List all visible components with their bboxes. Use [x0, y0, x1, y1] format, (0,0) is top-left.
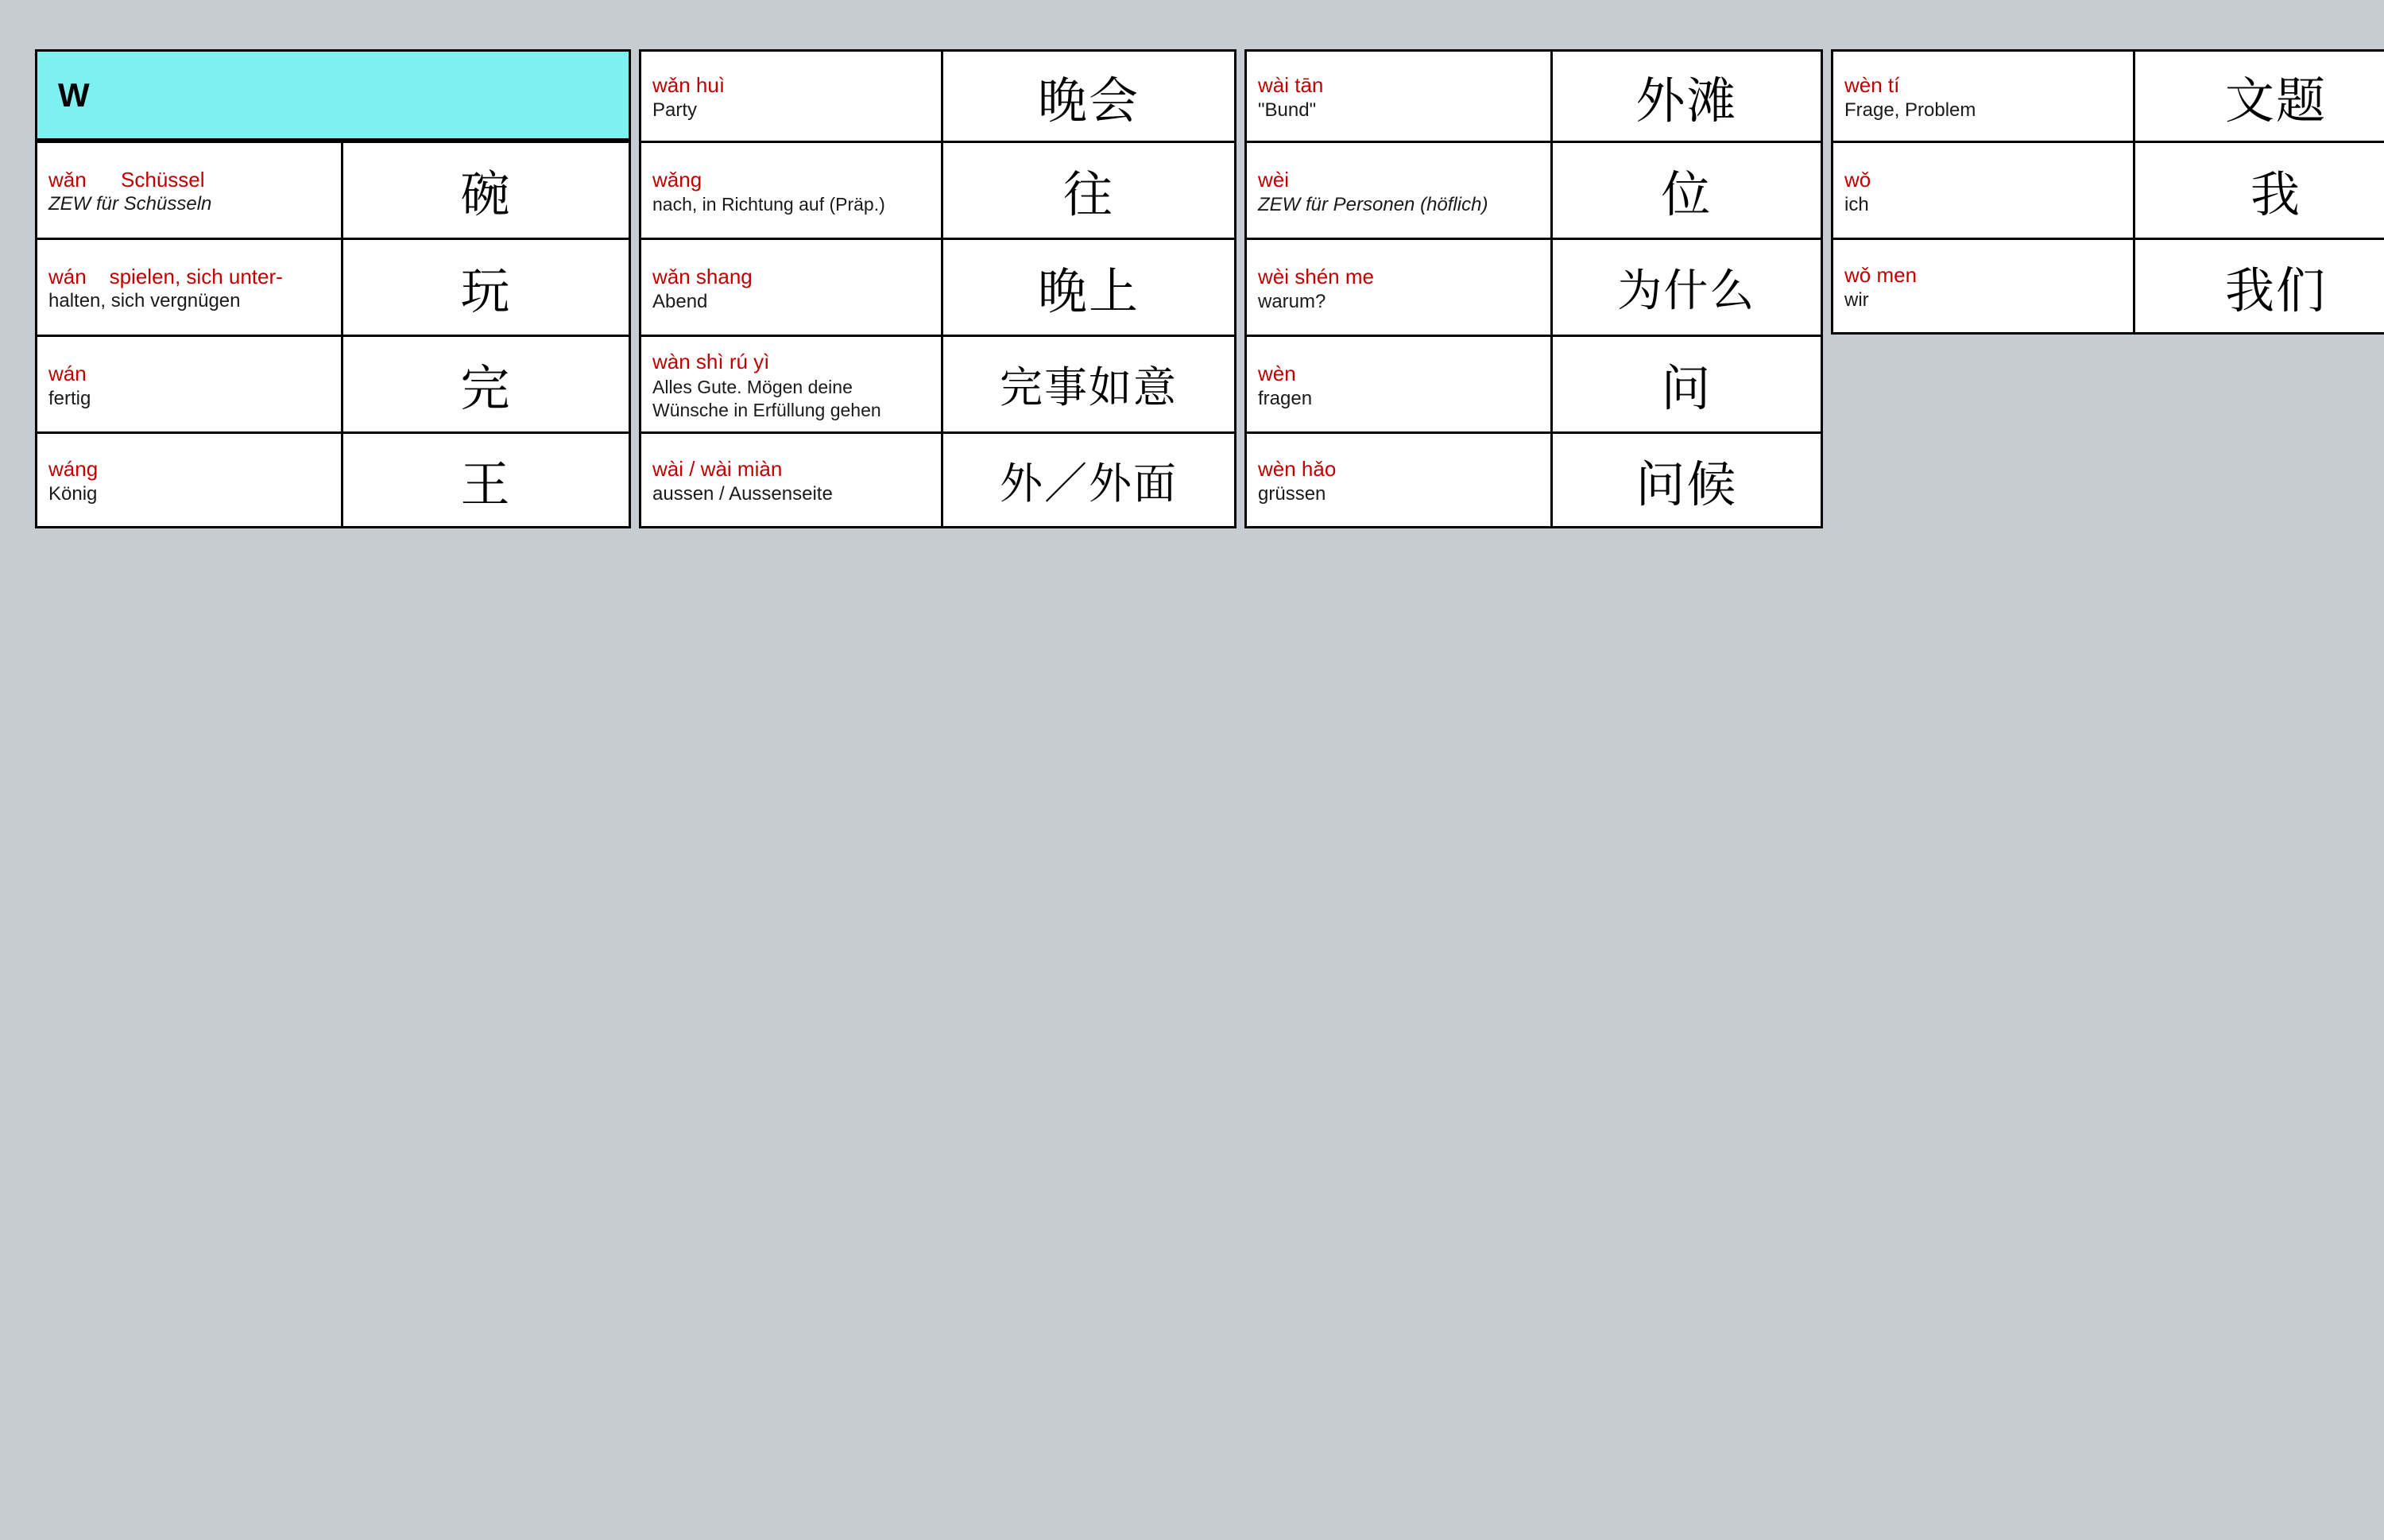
- meaning-text: aussen / Aussenseite: [652, 483, 833, 505]
- meaning-text: Frage, Problem: [1844, 99, 1976, 122]
- hanzi-cell: 为什么: [1550, 240, 1821, 335]
- vocab-text-cell: [641, 434, 941, 526]
- vocab-row: [639, 49, 1237, 141]
- vocabulary-column-1: [35, 49, 631, 528]
- vocab-row: [639, 335, 1237, 431]
- vocab-text-cell: [37, 337, 341, 431]
- vocab-text-cell: [1247, 337, 1550, 431]
- hanzi-cell: 问: [1550, 337, 1821, 431]
- pinyin-text: wài / wài miàn: [652, 457, 783, 481]
- hanzi-cell: 往: [941, 143, 1234, 238]
- meaning-text: Abend: [652, 290, 708, 312]
- vocab-text-cell: [641, 240, 941, 335]
- hanzi-cell: 晚上: [941, 240, 1234, 335]
- pinyin-text: wèi shén me: [1258, 264, 1374, 288]
- section-header-w: [35, 49, 631, 141]
- meaning-text: ZEW für Personen (höflich): [1258, 193, 1488, 215]
- hanzi-cell: 碗: [341, 143, 629, 238]
- hanzi-cell: 问候: [1550, 434, 1821, 526]
- pinyin-text: wàn shì rú yì: [652, 350, 770, 374]
- meaning-text: König: [48, 483, 98, 505]
- meaning-text: "Bund": [1258, 99, 1317, 122]
- hanzi-cell: 我: [2133, 143, 2384, 238]
- meaning-text: halten, sich vergnügen: [48, 289, 241, 311]
- vocabulary-sheet: [0, 0, 2384, 528]
- pinyin-text: wǒ: [1844, 167, 1871, 192]
- meaning-text: Party: [652, 99, 698, 122]
- vocab-text-cell: [1833, 52, 2133, 141]
- vocab-row: [639, 238, 1237, 335]
- vocabulary-columns: [35, 49, 2384, 528]
- section-header-letter: W: [58, 75, 90, 114]
- meaning-text: Alles Gute. Mögen deine Wünsche in Erfüllung gehen: [652, 376, 881, 421]
- vocab-text-cell: [37, 143, 341, 238]
- vocab-text-cell: [1833, 143, 2133, 238]
- pinyin-text: wǎn Schüssel: [48, 167, 205, 192]
- vocab-text-cell: [1247, 143, 1550, 238]
- pinyin-text: wèn hǎo: [1258, 457, 1337, 481]
- pinyin-text: wáng: [48, 457, 99, 481]
- pinyin-text: wèi: [1258, 167, 1290, 192]
- meaning-text: fragen: [1258, 387, 1313, 409]
- hanzi-cell: 王: [341, 434, 629, 526]
- meaning-text: ich: [1844, 193, 1869, 215]
- vocab-text-cell: [641, 52, 941, 141]
- hanzi-cell: 位: [1550, 143, 1821, 238]
- vocab-row: [1244, 141, 1823, 238]
- hanzi-cell: 文题: [2133, 52, 2384, 141]
- hanzi-cell: 完事如意: [941, 337, 1234, 431]
- vocab-text-cell: [641, 337, 941, 431]
- pinyin-text: wán spielen, sich unter-: [48, 264, 283, 288]
- vocab-text-cell: [1247, 240, 1550, 335]
- vocab-row: [639, 431, 1237, 528]
- pinyin-text: wǎn shang: [652, 264, 753, 288]
- vocabulary-column-4: [1831, 49, 2384, 335]
- vocab-row: [1831, 49, 2384, 141]
- meaning-text: warum?: [1258, 290, 1326, 312]
- meaning-text: nach, in Richtung auf (Präp.): [652, 194, 885, 215]
- hanzi-cell: 我们: [2133, 240, 2384, 332]
- vocab-text-cell: [1247, 52, 1550, 141]
- pinyin-text: wǒ men: [1844, 263, 1918, 287]
- meaning-text: fertig: [48, 387, 91, 409]
- pinyin-text: wèn tí: [1844, 73, 1900, 97]
- pinyin-text: wán: [48, 361, 87, 385]
- hanzi-cell: 玩: [341, 240, 629, 335]
- vocabulary-column-3: [1244, 49, 1823, 528]
- vocab-row: [639, 141, 1237, 238]
- hanzi-cell: 晚会: [941, 52, 1234, 141]
- hanzi-cell: 外／外面: [941, 434, 1234, 526]
- vocab-row: [1831, 238, 2384, 335]
- vocab-row: [1244, 238, 1823, 335]
- pinyin-text: wǎn huì: [652, 73, 726, 97]
- vocab-row: [35, 141, 631, 238]
- vocab-row: [1831, 141, 2384, 238]
- pinyin-text: wài tān: [1258, 73, 1324, 97]
- vocab-text-cell: [1833, 240, 2133, 332]
- vocab-row: [35, 238, 631, 335]
- vocab-text-cell: [37, 240, 341, 335]
- vocab-text-cell: [1247, 434, 1550, 526]
- vocab-row: [35, 335, 631, 431]
- pinyin-text: wèn: [1258, 361, 1296, 385]
- meaning-text: grüssen: [1258, 483, 1326, 505]
- meaning-text: ZEW für Schüsseln: [48, 192, 212, 215]
- vocab-row: [1244, 431, 1823, 528]
- meaning-text: wir: [1844, 289, 1869, 311]
- vocab-row: [1244, 49, 1823, 141]
- vocab-row: [1244, 335, 1823, 431]
- hanzi-cell: 外滩: [1550, 52, 1821, 141]
- hanzi-cell: 完: [341, 337, 629, 431]
- vocab-row: [35, 431, 631, 528]
- vocab-text-cell: [37, 434, 341, 526]
- pinyin-text: wǎng: [652, 168, 702, 192]
- vocabulary-column-2: [639, 49, 1237, 528]
- vocab-text-cell: [641, 143, 941, 238]
